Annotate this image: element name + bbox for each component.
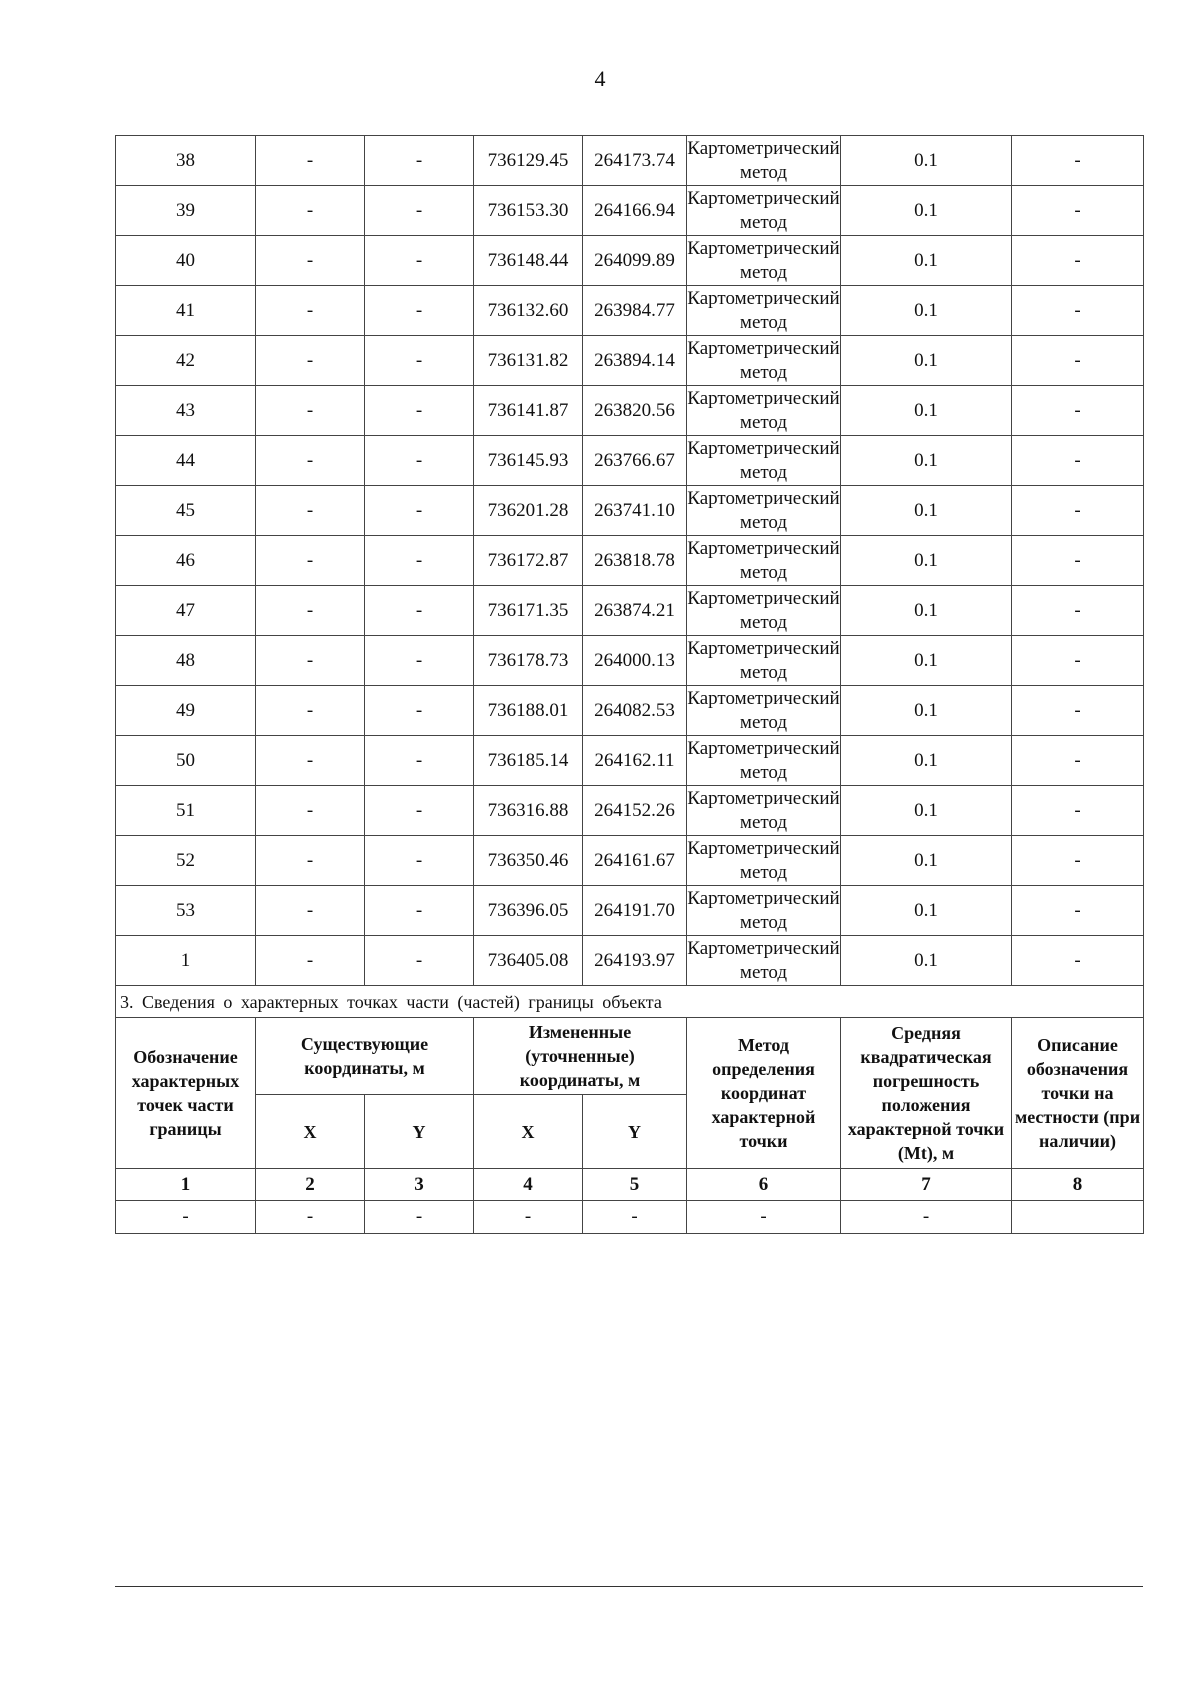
- table-row: [116, 736, 1144, 786]
- table-cell: -: [256, 1201, 365, 1234]
- description-cell: -: [1012, 236, 1144, 286]
- description-cell: -: [1012, 736, 1144, 786]
- existing-y-cell: -: [365, 586, 474, 636]
- changed-y-cell: 264082.53: [583, 686, 687, 736]
- section-3: [116, 986, 1144, 1234]
- error-cell: 0.1: [841, 436, 1012, 486]
- point-number-cell: 38: [116, 136, 256, 186]
- table-cell: -: [116, 1201, 256, 1234]
- error-cell: 0.1: [841, 136, 1012, 186]
- changed-y-cell: 264161.67: [583, 836, 687, 886]
- point-number-cell: 40: [116, 236, 256, 286]
- description-cell: -: [1012, 786, 1144, 836]
- changed-y-cell: 263874.21: [583, 586, 687, 636]
- changed-y-cell: 263984.77: [583, 286, 687, 336]
- table-row: [116, 536, 1144, 586]
- changed-x-cell: 736129.45: [474, 136, 583, 186]
- point-number-cell: 43: [116, 386, 256, 436]
- existing-y-cell: -: [365, 736, 474, 786]
- changed-x-cell: 736153.30: [474, 186, 583, 236]
- changed-y-cell: 264152.26: [583, 786, 687, 836]
- table-cell: -: [687, 1201, 841, 1234]
- existing-y-cell: -: [365, 836, 474, 886]
- error-cell: 0.1: [841, 786, 1012, 836]
- table-row: [116, 136, 1144, 186]
- point-number-cell: 1: [116, 936, 256, 986]
- table-row: [116, 186, 1144, 236]
- changed-x-cell: 736131.82: [474, 336, 583, 386]
- table-row: [116, 236, 1144, 286]
- changed-x-cell: 736141.87: [474, 386, 583, 436]
- error-cell: 0.1: [841, 686, 1012, 736]
- description-cell: -: [1012, 536, 1144, 586]
- header-error: Средняя квадратическая погрешность положения характерной точки (Mt), м: [841, 1018, 1012, 1169]
- footer-divider: [115, 1586, 1143, 1587]
- description-cell: -: [1012, 636, 1144, 686]
- table-row: [116, 486, 1144, 536]
- section-3-title: 3. Сведения о характерных точках части (частей) границы объекта: [116, 986, 1144, 1018]
- column-number: 5: [583, 1169, 687, 1201]
- table-row: [116, 286, 1144, 336]
- changed-x-cell: 736396.05: [474, 886, 583, 936]
- error-cell: 0.1: [841, 286, 1012, 336]
- point-number-cell: 46: [116, 536, 256, 586]
- description-cell: -: [1012, 386, 1144, 436]
- coordinates-table-body: [116, 136, 1144, 986]
- page-number: 4: [594, 66, 606, 91]
- column-number: 2: [256, 1169, 365, 1201]
- error-cell: 0.1: [841, 736, 1012, 786]
- method-cell: Картометрический метод: [687, 786, 841, 836]
- table-cell: -: [365, 1201, 474, 1234]
- changed-y-cell: 264099.89: [583, 236, 687, 286]
- method-cell: Картометрический метод: [687, 186, 841, 236]
- table-cell: [1012, 1201, 1144, 1234]
- existing-x-cell: -: [256, 886, 365, 936]
- point-number-cell: 53: [116, 886, 256, 936]
- existing-y-cell: -: [365, 936, 474, 986]
- changed-x-cell: 736178.73: [474, 636, 583, 686]
- method-cell: Картометрический метод: [687, 136, 841, 186]
- point-number-cell: 48: [116, 636, 256, 686]
- existing-x-cell: -: [256, 786, 365, 836]
- existing-y-cell: -: [365, 886, 474, 936]
- point-number-cell: 42: [116, 336, 256, 386]
- error-cell: 0.1: [841, 536, 1012, 586]
- table-row: [116, 336, 1144, 386]
- description-cell: -: [1012, 486, 1144, 536]
- column-number: 3: [365, 1169, 474, 1201]
- method-cell: Картометрический метод: [687, 236, 841, 286]
- method-cell: Картометрический метод: [687, 886, 841, 936]
- error-cell: 0.1: [841, 336, 1012, 386]
- column-number: 7: [841, 1169, 1012, 1201]
- existing-y-cell: -: [365, 486, 474, 536]
- method-cell: Картометрический метод: [687, 636, 841, 686]
- point-number-cell: 44: [116, 436, 256, 486]
- point-number-cell: 52: [116, 836, 256, 886]
- table-row: [116, 636, 1144, 686]
- table-row: [116, 786, 1144, 836]
- table-row: [116, 886, 1144, 936]
- header-changed-coordinates: Измененные (уточненные) координаты, м: [474, 1018, 687, 1095]
- description-cell: -: [1012, 186, 1144, 236]
- point-number-cell: 47: [116, 586, 256, 636]
- table-row: [116, 836, 1144, 886]
- method-cell: Картометрический метод: [687, 436, 841, 486]
- changed-x-cell: 736405.08: [474, 936, 583, 986]
- changed-y-cell: 263766.67: [583, 436, 687, 486]
- point-number-cell: 45: [116, 486, 256, 536]
- point-number-cell: 49: [116, 686, 256, 736]
- error-cell: 0.1: [841, 636, 1012, 686]
- changed-y-cell: 263741.10: [583, 486, 687, 536]
- changed-y-cell: 264191.70: [583, 886, 687, 936]
- changed-x-cell: 736350.46: [474, 836, 583, 886]
- point-number-cell: 41: [116, 286, 256, 336]
- changed-y-cell: 264162.11: [583, 736, 687, 786]
- error-cell: 0.1: [841, 836, 1012, 886]
- header-existing-y: Y: [365, 1095, 474, 1169]
- error-cell: 0.1: [841, 386, 1012, 436]
- description-cell: -: [1012, 136, 1144, 186]
- error-cell: 0.1: [841, 936, 1012, 986]
- header-existing-x: X: [256, 1095, 365, 1169]
- column-number: 6: [687, 1169, 841, 1201]
- existing-y-cell: -: [365, 786, 474, 836]
- header-row: [116, 1018, 1144, 1095]
- description-cell: -: [1012, 436, 1144, 486]
- existing-x-cell: -: [256, 386, 365, 436]
- error-cell: 0.1: [841, 886, 1012, 936]
- existing-x-cell: -: [256, 936, 365, 986]
- table-cell: -: [841, 1201, 1012, 1234]
- existing-y-cell: -: [365, 236, 474, 286]
- existing-x-cell: -: [256, 836, 365, 886]
- existing-x-cell: -: [256, 736, 365, 786]
- table-cell: -: [583, 1201, 687, 1234]
- existing-x-cell: -: [256, 686, 365, 736]
- changed-y-cell: 264166.94: [583, 186, 687, 236]
- table-cell: -: [474, 1201, 583, 1234]
- table-row: [116, 686, 1144, 736]
- existing-x-cell: -: [256, 486, 365, 536]
- changed-y-cell: 264000.13: [583, 636, 687, 686]
- method-cell: Картометрический метод: [687, 336, 841, 386]
- method-cell: Картометрический метод: [687, 736, 841, 786]
- table-row: [116, 436, 1144, 486]
- method-cell: Картометрический метод: [687, 536, 841, 586]
- method-cell: Картометрический метод: [687, 286, 841, 336]
- description-cell: -: [1012, 936, 1144, 986]
- existing-y-cell: -: [365, 636, 474, 686]
- point-number-cell: 39: [116, 186, 256, 236]
- existing-x-cell: -: [256, 286, 365, 336]
- table-row: [116, 386, 1144, 436]
- error-cell: 0.1: [841, 486, 1012, 536]
- existing-y-cell: -: [365, 536, 474, 586]
- table-row: [116, 586, 1144, 636]
- point-number-cell: 51: [116, 786, 256, 836]
- changed-x-cell: 736145.93: [474, 436, 583, 486]
- existing-y-cell: -: [365, 186, 474, 236]
- method-cell: Картометрический метод: [687, 936, 841, 986]
- changed-x-cell: 736316.88: [474, 786, 583, 836]
- table-row: [116, 936, 1144, 986]
- coordinates-table: [115, 135, 1144, 1234]
- changed-x-cell: 736172.87: [474, 536, 583, 586]
- changed-y-cell: 263894.14: [583, 336, 687, 386]
- column-number: 8: [1012, 1169, 1144, 1201]
- column-number: 4: [474, 1169, 583, 1201]
- changed-y-cell: 263818.78: [583, 536, 687, 586]
- header-description: Описание обозначения точки на местности (при наличии): [1012, 1018, 1144, 1169]
- column-number-row: [116, 1169, 1144, 1201]
- changed-x-cell: 736201.28: [474, 486, 583, 536]
- method-cell: Картометрический метод: [687, 486, 841, 536]
- error-cell: 0.1: [841, 186, 1012, 236]
- column-number: 1: [116, 1169, 256, 1201]
- description-cell: -: [1012, 686, 1144, 736]
- description-cell: -: [1012, 886, 1144, 936]
- method-cell: Картометрический метод: [687, 586, 841, 636]
- method-cell: Картометрический метод: [687, 686, 841, 736]
- existing-y-cell: -: [365, 436, 474, 486]
- changed-x-cell: 736171.35: [474, 586, 583, 636]
- existing-x-cell: -: [256, 586, 365, 636]
- description-cell: -: [1012, 336, 1144, 386]
- header-changed-x: X: [474, 1095, 583, 1169]
- existing-y-cell: -: [365, 136, 474, 186]
- error-cell: 0.1: [841, 236, 1012, 286]
- empty-data-row: [116, 1201, 1144, 1234]
- changed-y-cell: 263820.56: [583, 386, 687, 436]
- method-cell: Картометрический метод: [687, 836, 841, 886]
- description-cell: -: [1012, 836, 1144, 886]
- existing-x-cell: -: [256, 636, 365, 686]
- description-cell: -: [1012, 586, 1144, 636]
- existing-x-cell: -: [256, 136, 365, 186]
- changed-y-cell: 264173.74: [583, 136, 687, 186]
- changed-x-cell: 736148.44: [474, 236, 583, 286]
- existing-y-cell: -: [365, 336, 474, 386]
- changed-x-cell: 736185.14: [474, 736, 583, 786]
- header-changed-y: Y: [583, 1095, 687, 1169]
- point-number-cell: 50: [116, 736, 256, 786]
- section-3-title-row: [116, 986, 1144, 1018]
- changed-x-cell: 736132.60: [474, 286, 583, 336]
- existing-y-cell: -: [365, 286, 474, 336]
- header-existing-coordinates: Существующие координаты, м: [256, 1018, 474, 1095]
- changed-y-cell: 264193.97: [583, 936, 687, 986]
- existing-x-cell: -: [256, 436, 365, 486]
- description-cell: -: [1012, 286, 1144, 336]
- method-cell: Картометрический метод: [687, 386, 841, 436]
- header-method: Метод определения координат характерной точки: [687, 1018, 841, 1169]
- header-designation: Обозначение характерных точек части границы: [116, 1018, 256, 1169]
- existing-x-cell: -: [256, 536, 365, 586]
- error-cell: 0.1: [841, 586, 1012, 636]
- existing-y-cell: -: [365, 686, 474, 736]
- existing-x-cell: -: [256, 186, 365, 236]
- existing-y-cell: -: [365, 386, 474, 436]
- existing-x-cell: -: [256, 336, 365, 386]
- changed-x-cell: 736188.01: [474, 686, 583, 736]
- existing-x-cell: -: [256, 236, 365, 286]
